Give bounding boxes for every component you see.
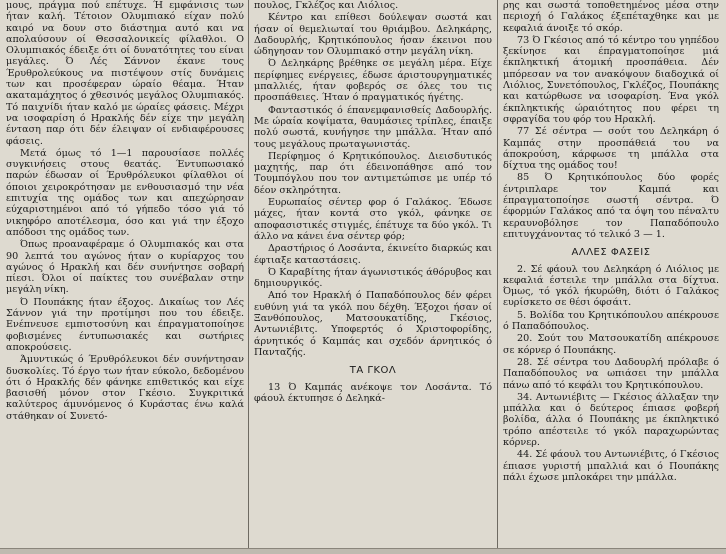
- paragraph: Άμυντικώς ό Έρυθρόλευκοι δέν συνήντησαν δυσκολίες. Τό έργο των ήταν εύκολο, δεδομένου ότι ό Ηρακλής δέν φάνηκε επιθετικός και είχε βασισθή μόνον στον Γκέσιο. Συγκριτικά καλύτερος άμυνόμενος ό Κυράστας ένω καλά στάθηκαν οί Συνετό-: [6, 354, 244, 422]
- paragraph: 13 Ό Καμπάς ανέκοψε τον Λοσάντα. Τό φάουλ έκτυπησε ό Δεληκά-: [254, 381, 492, 404]
- paragraph: 2. Σέ φάουλ του Δεληκάρη ό Λιόλιος με κεφαλιά έστειλε την μπάλλα στα δίχτυα. Όμως, τό γκόλ ήκυρώθη, διότι ό Γαλάκος ευρίσκετο σε θέσι όφσάιτ.: [503, 263, 719, 309]
- paragraph: Δραστήριος ό Λοσάντα, έκινείτο διαρκώς και έφτιαξε καταστάσεις.: [254, 243, 492, 266]
- paragraph: Μετά όμως τό 1—1 παρουσίασε πολλές συγκινήσεις στους θεατάς. Έντυπωσιακό παρών έδωσαν οί Έρυθρόλευκοι φίλαθλοι οί όποιοι χειροκρότησαν με ενθουσιασμό την νέα επιτυχία της ομάδος των και απεχώρησαν εύχαριστημένοι από τό γήπεδο τόσο γιά τό νικηφόρο αποτέλεσμα, όσο και γιά την έξοχο απόδοσι της ομάδος των.: [6, 147, 244, 238]
- paragraph: Περίφημος ό Κρητικόπουλος. Διεισδυτικός μαχητής, παρ ότι έδεινοπάθησε από τον Τουμπόγλου που τον αντιμετώπισε με υπέρ τό δέον σκληρότητα.: [254, 150, 492, 196]
- column-3: [503, 0, 719, 548]
- paragraph: 20. Σούτ του Ματσουκατίδη απέκρουσε σε κόρνερ ό Πουπάκης.: [503, 333, 719, 356]
- paragraph: 44. Σέ φάουλ του Αντωνιέβιτς, ό Γκέσιος έπιασε γυριστή μπαλλιά και ό Πουπάκης πάλι έχωσε μπλοκάρει την μπάλλα.: [503, 449, 719, 483]
- column-1: [6, 0, 244, 548]
- paragraph: Ευρωπαίος σέντερ φορ ό Γαλάκος. Έδωσε μάχες, ήταν κοντά στο γκόλ, φάνηκε σε αποφασιστικές στιγμές, έπέτυχε τα δύο γκόλ. Τι άλλο να κάνει ένα σέντερ φόρ;: [254, 197, 492, 242]
- paragraph: Ό Καραβίτης ήταν άγωνιστικός άθόρυβος και δημιουργικός.: [254, 266, 492, 290]
- paragraph: Κέντρο και επίθεσι δούλεψαν σωστά και ήσαν οί θεμελιωταί του θριάμβου. Δεληκάρης, Δαδουρλής, Κρητικόπουλος ήσαν έκεινοι που ώδηγησαν τον Ολυμπιακό στην μεγάλη νίκη.: [254, 12, 492, 58]
- paragraph: 5. Βολίδα του Κρητικόπουλου απέκρουσε ό Παπαδόπουλος.: [503, 309, 719, 333]
- paragraph: Ό Δεληκάρης βρέθηκε σε μεγάλη μέρα. Είχε περίφημες ενέργειες, έδωσε άριστουργηματικές μπαλλιές, ήταν φοβερός σε όλες του τις προσπάθειες. Ήταν ό πραγματικός ήγέτης.: [254, 58, 492, 104]
- column-rule-1: [248, 0, 249, 548]
- paragraph: 34. Αντωνιέβιτς — Γκέσιος άλλαξαν την μπάλλα και ό δεύτερος έπιασε φοβερή βολίδα, άλλα ό Πουπάκης με έκπληκτικό τρόπο απέστειλε τό γκόλ παραχωρώντας κόρνερ.: [503, 391, 719, 448]
- paragraph: ρης και σωστά τοποθετημένος μέσα στην περιοχή ό Γαλάκος έξεπέταχθηκε και με κεφαλιά άνοιξε τό σκόρ.: [503, 0, 719, 34]
- paragraph: Ό Πουπάκης ήταν έξοχος. Δικαίως τον Λές Σάννον γιά την προτίμησι που του έδειξε. Ενέπνευσε εμπιστοσύνη και έπραγματοποίησε φοβισμένες έντυπωσιακές και σωτήριες αποκρούσεις.: [6, 296, 244, 353]
- paragraph: 73 Ό Γκέσιος από τό κέντρο του γηπέδου ξεκίνησε και έπραγματοποίησε μιά έκπληκτική άτομική προσπάθεια. Δέν μπόρεσαν να τον ανακόψουν διαδοχικά οί Λιόλιος, Συνετόπουλος, Γκλέζος, Πουπάκης και κατώρθωσε να ισοφαρίση. Ένα γκόλ έκπληκτικής ώραιότητος που φέρει τη σφραγίδα του φόρ του Ηρακλή.: [503, 34, 719, 125]
- paragraph: Όπως προαναφέραμε ό Ολυμπιακός και στα 90 λεπτά του αγώνος ήταν ο κυρίαρχος του αγώνος ό Ηρακλή και δέν συνήντησε σοβαρή πίεσι. Όλοι οί παίκτες του συνέβαλαν στην μεγάλη νίκη.: [6, 239, 244, 296]
- paragraph: Από τον Ηρακλή ό Παπαδόπουλος δέν φέρει ευθύνη γιά τα γκόλ που δέχθη. Έξοχοι ήσαν οί Ξανθόπουλος, Ματσουκατίδης, Γκέσιος, Αντωνιέβιτς. Υποφερτός ό Χριστοφορίδης, άρνητικός ό Καμπάς και σχεδόν άρνητικός ό Πανταζής.: [254, 290, 492, 358]
- page-bottom-edge: [0, 548, 726, 554]
- heading-other-moments: ΑΛΛΕΣ ΦΑΣΕΙΣ: [571, 247, 651, 259]
- paragraph: μους, πράγμα πού επέτυχε. Ή εμφάνισις των ήταν καλή. Τέτοιον Ολυμπιακό είχαν πολύ καιρό να δουν στο διάστημα αυτό και να απολαύσουν οί Θεσσαλονικείς φίλαθλοι. Ο Ολυμπιακός έδειξε ότι οί δυνατότητες του είναι μεγάλες. Ό Λές Σάννον έκανε τους Έρυθρολεύκους να πιστέψουν στίς δυνάμεις των και προσέφεραν ώραίο θέαμα. Ήταν ακαταμάχητος ό χθεσινός μεγάλος Ολυμπιακός. Τό παιχνίδι ήταν καλό με ώραίες φάσεις. Μέχρι να ισοφαρίση ό Ηρακλής δέν είχε την μεγάλη ένταση παρ ότι δέν έλειψαν οί ενδιαφέρουσες φάσεις.: [6, 0, 244, 147]
- paragraph: 85 Ό Κρητικόπουλος δύο φορές έντριπλαρε τον Καμπά και έπραγματοποίησε σωστή σέντρα. Ό έφορμών Γαλάκος από τα όψη του πέναλτυ κεραυνοβόλησε τον Παπαδόπουλο επιτυγχάνοντας τό τελικό 3 — 1.: [503, 172, 719, 240]
- column-2: [254, 0, 492, 548]
- paragraph: 77 Σέ σέντρα — σούτ του Δεληκάρη ό Καμπάς στην προσπάθειά του να άποκρούση, κάρφωσε τη μπάλλα στα δίχτυα της ομάδος του!: [503, 126, 719, 172]
- paragraph: Φανταστικός ό έπανεμφανισθείς Δαδουρλής. Με ώραία κοψίματα, θαυμάσιες τρίπλες, έπαιξε πολύ σωστά, κυνήγησε την μπάλλα. Ήταν από τους μεγάλους πρωταγωνιστάς.: [254, 104, 492, 150]
- paragraph: 28. Σέ σέντρα του Δαδουρλή πρόλαβε ό Παπαδόπουλος να ωπιάσει την μπάλλα πάνω από τό κεφάλι του Κρητικόπουλου.: [503, 356, 719, 391]
- column-rule-2: [497, 0, 498, 548]
- paragraph: πουλος, Γκλέζος και Λιόλιος.: [254, 0, 399, 11]
- heading-goals: ΤΑ ΓΚΟΛ: [349, 365, 397, 377]
